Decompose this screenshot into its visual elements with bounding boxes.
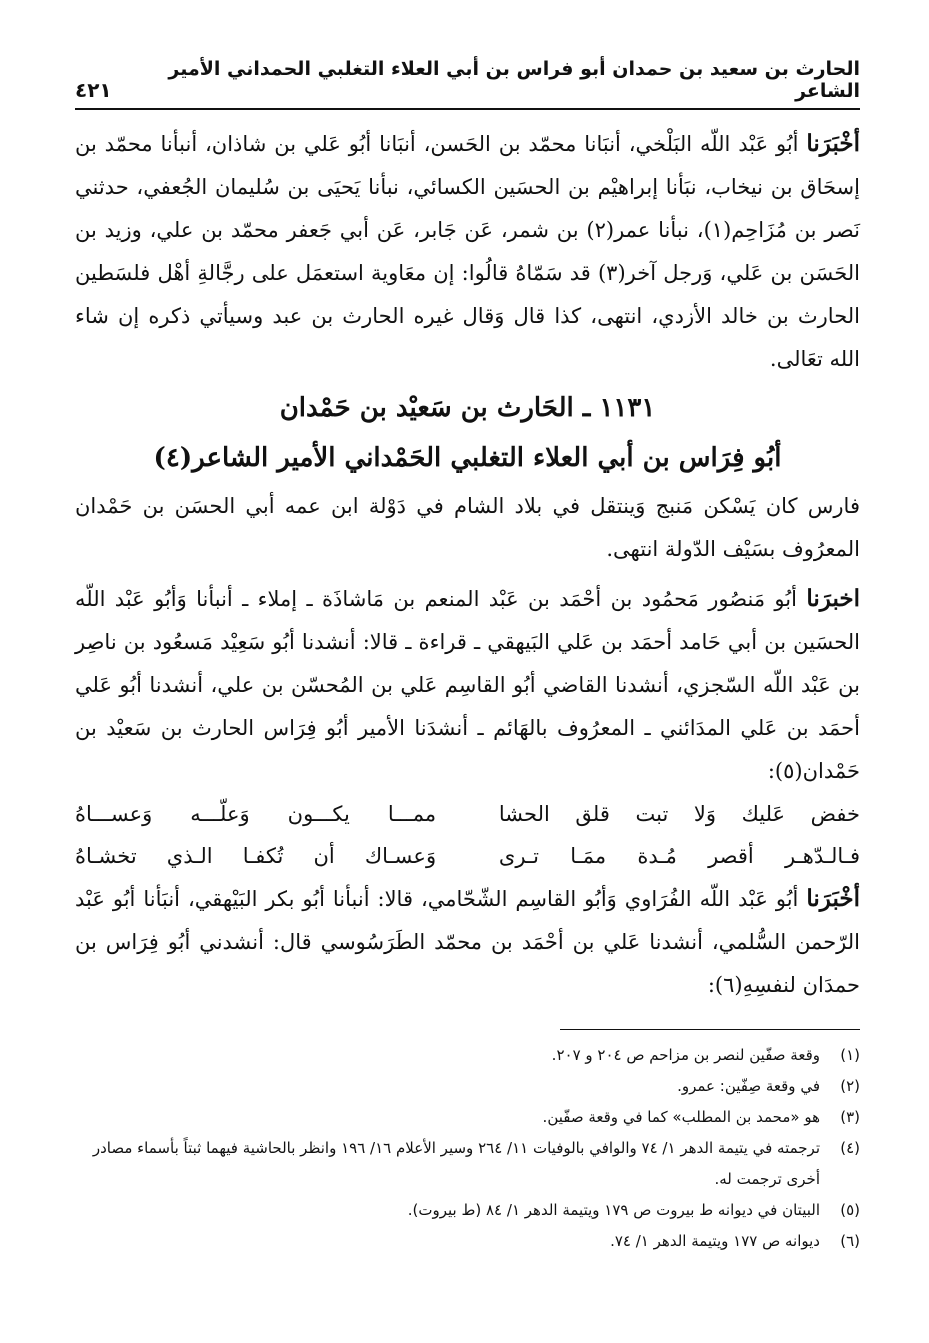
intro-paragraph xyxy=(75,122,860,381)
footnote xyxy=(75,1040,860,1071)
entry-heading-number: ١١٣١ ـ الحَارث بن سَعيْد بن حَمْدان xyxy=(279,393,656,423)
footnotes xyxy=(75,1040,860,1257)
isnad-text: أبُو مَنصُور مَحمُود بن أحْمَد بن عَبْد المنعم بن مَاشاذَة ـ إملاء ـ أنبأنا وَأبُو عَبْد اللّه الحسَين بن أبي حَامد أحمَد بن عَلي البَيهقي ـ قراءة ـ قالا: أنشدنا أبُو سَعِيْد مَسعُود بن ناصِر بن عَبْد اللّه السّجزي، أنشدنا القاضي أبُو القاسِم عَلي بن المُحسّن بن علي، أنشدنا أبُو عَلي أحمَد بن عَلي المدَائني ـ المعرُوف بالهَائم ـ أنشدَنا الأمير أبُو فِرَاس الحارث بن سَعيْد بن حَمْدان(٥): xyxy=(75,587,860,783)
isnad-paragraph-2 xyxy=(75,577,860,793)
verse-first-hemistich: فـالـدّهـر أقصر مُـدة ممَـا تـرى xyxy=(498,844,860,868)
verse-second-hemistich: وَعسـاك أن تُكفـا الـذي تخشـاهُ xyxy=(75,844,437,868)
footnote xyxy=(75,1133,860,1195)
isnad-text: أبُو عَبْد اللّه الفُرَاوي وَأبُو القاسِم الشّحّامي، قالا: أنبأنا أبُو بكر البَيْهقي، أنبَأنا أبُو عَبْد الرّحمن السُّلمي، أنشدنا عَلي بن أحْمَد بن محمّد الطَرَسُوسي قال: أنشدني أبُو فِرَاس بن حمدَان لنفسِهِ(٦): xyxy=(75,887,860,997)
entry-heading-name: أبُو فِرَاس بن أبي العلاء التغلبي الحَمْداني الأمير الشاعر(٤) xyxy=(153,443,782,473)
poem-verse xyxy=(75,835,860,877)
footnote-divider xyxy=(560,1029,860,1030)
verse-first-hemistich: خفض عَليك وَلا تبت قلق الحشا xyxy=(498,802,860,826)
poem-verse xyxy=(75,793,860,835)
footnote-text: البيتان في ديوانه ط بيروت ص ١٧٩ ويتيمة الدهر ١/ ٨٤ (ط بيروت). xyxy=(407,1201,820,1219)
footnote-text: في وقعة صِفّين: عمرو. xyxy=(677,1077,820,1095)
isnad-lead: أخْبَرَنا xyxy=(806,130,860,157)
footnote xyxy=(75,1226,860,1257)
footnote-number: (٣) xyxy=(840,1108,860,1126)
footnote-number: (٤) xyxy=(840,1139,860,1157)
footnote-text: ديوانه ص ١٧٧ ويتيمة الدهر ١/ ٧٤. xyxy=(610,1232,820,1250)
running-title: الحارث بن سعيد بن حمدان أبو فراس بن أبي العلاء التغلبي الحمداني الأمير الشاعر xyxy=(168,58,860,102)
footnote xyxy=(75,1195,860,1226)
footnote-number: (٥) xyxy=(840,1201,860,1219)
footnote xyxy=(75,1102,860,1133)
footnote-text: وقعة صفّين لنصر بن مزاحم ص ٢٠٤ و ٢٠٧. xyxy=(551,1046,820,1064)
footnote-text: ترجمته في يتيمة الدهر ١/ ٧٤ والوافي بالوفيات ١١/ ٢٦٤ وسير الأعلام ١٦/ ١٩٦ وانظر بالحاشية فيهما ثبتاً بأسماء مصادر أخرى ترجمت له. xyxy=(92,1139,820,1188)
footnote-text: هو «محمد بن المطلب» كما في وقعة صفّين. xyxy=(542,1108,820,1126)
biography-paragraph: فارس كان يَسْكن مَنبج وَينتقل في بلاد الشام في دَوْلة ابن عمه أبي الحسَن بن حَمْدان المعرُوف بسَيْف الدّولة انتهى. xyxy=(75,494,860,561)
poem xyxy=(75,793,860,877)
footnote-number: (٦) xyxy=(840,1232,860,1250)
isnad-lead: أخْبَرَنا xyxy=(806,885,860,912)
footnote-number: (١) xyxy=(840,1046,860,1064)
footnote-number: (٢) xyxy=(840,1077,860,1095)
running-header xyxy=(75,58,860,110)
verse-second-hemistich: ممـــا يكـــون وَعلّـــه وَعســـاهُ xyxy=(75,802,437,826)
isnad-text: أبُو عَبْد اللّه البَلْخي، أنبَانا محمّد بن الحَسن، أنبَانا أبُو عَلي بن شاذان، أنبأنا محمّد بن إسحَاق بن نيخاب، نبَأنا إبراهيْم بن الحسَين الكسائي، نبأنا يَحيَى بن سُليمان الجُعفي، حدثني نَصر بن مُزَاحِم(١)، نبأنا عمر(٢) بن شمر، عَن جَابر، عَن أبي جَعفر محمّد بن علي، وزيد بن الحَسَن بن عَلي، وَرجل آخر(٣) قد سَمّاهُ قالُوا: إن معَاوية استعمَل على رجَّالةِ أهْل فلسَطين الحارث بن خالد الأزدي، انتهى، كذا قال وَقال غيره الحارث بن عبد وسيأتي ذكره إن شاء الله تعَالى. xyxy=(75,132,860,371)
isnad-lead: اخبرَنا xyxy=(806,585,860,612)
footnote xyxy=(75,1071,860,1102)
page-number: ٤٢١ xyxy=(75,78,112,102)
book-page xyxy=(75,58,860,1257)
isnad-paragraph-3 xyxy=(75,877,860,1007)
